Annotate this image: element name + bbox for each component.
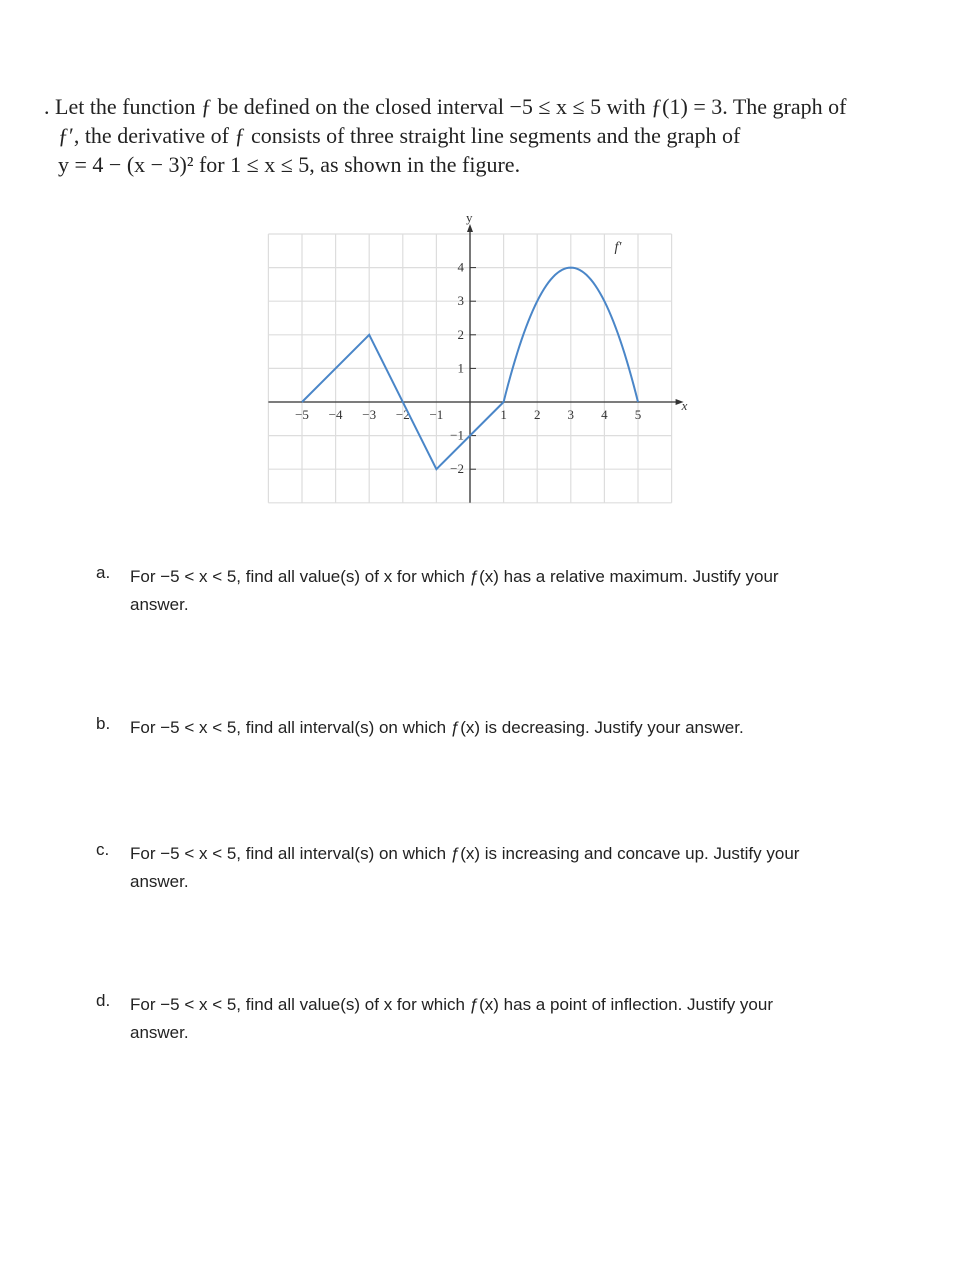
x-tick-label: −5 bbox=[295, 407, 309, 422]
y-tick-label: −2 bbox=[450, 461, 464, 477]
problem-line-3: y = 4 − (x − 3)² for 1 ≤ x ≤ 5, as shown in the figure. bbox=[58, 152, 521, 177]
y-tick-label: 4 bbox=[457, 259, 464, 275]
y-tick-label: 2 bbox=[457, 326, 464, 342]
question-label: c. bbox=[96, 840, 110, 859]
question-label: d. bbox=[96, 991, 111, 1010]
x-tick-label: 1 bbox=[500, 407, 507, 422]
x-tick-label: −2 bbox=[395, 407, 410, 422]
question-text-cont: answer. bbox=[130, 1023, 189, 1042]
x-tick-label: 4 bbox=[601, 407, 608, 422]
problem-statement bbox=[44, 92, 954, 179]
y-axis-label: y bbox=[466, 212, 473, 225]
problem-line-1: . Let the function ƒ be defined on the closed interval −5 ≤ x ≤ 5 with ƒ(1) = 3. The graph of bbox=[44, 94, 847, 119]
problem-line-2: ƒ′, the derivative of ƒ consists of three straight line segments and the graph of bbox=[58, 123, 741, 148]
x-tick-label: −1 bbox=[429, 407, 444, 422]
x-axis-label: x bbox=[681, 398, 688, 413]
question-label: b. bbox=[96, 714, 111, 733]
y-axis-arrow bbox=[467, 224, 473, 232]
x-tick-label: 2 bbox=[533, 407, 541, 422]
x-tick-label: −3 bbox=[362, 407, 377, 422]
x-tick-label: 3 bbox=[567, 407, 575, 422]
derivative-graph bbox=[262, 212, 702, 512]
question-text: For −5 < x < 5, find all value(s) of x for which ƒ(x) has a point of inflection. Justify your bbox=[130, 995, 773, 1014]
curve-label: f′ bbox=[614, 239, 622, 255]
y-tick-label: 3 bbox=[457, 293, 464, 309]
question-text: For −5 < x < 5, find all interval(s) on which ƒ(x) is decreasing. Justify your answer. bbox=[130, 718, 744, 737]
question-label: a. bbox=[96, 563, 111, 582]
x-tick-label: 5 bbox=[634, 407, 642, 422]
question-text: For −5 < x < 5, find all value(s) of x for which ƒ(x) has a relative maximum. Justify your bbox=[130, 567, 779, 586]
question-text-cont: answer. bbox=[130, 872, 189, 891]
y-tick-label: 1 bbox=[457, 360, 464, 376]
question-text: For −5 < x < 5, find all interval(s) on which ƒ(x) is increasing and concave up. Justify your bbox=[130, 844, 800, 863]
x-tick-label: −4 bbox=[328, 407, 343, 422]
y-tick-label: −1 bbox=[450, 427, 464, 443]
question-text-cont: answer. bbox=[130, 595, 189, 614]
